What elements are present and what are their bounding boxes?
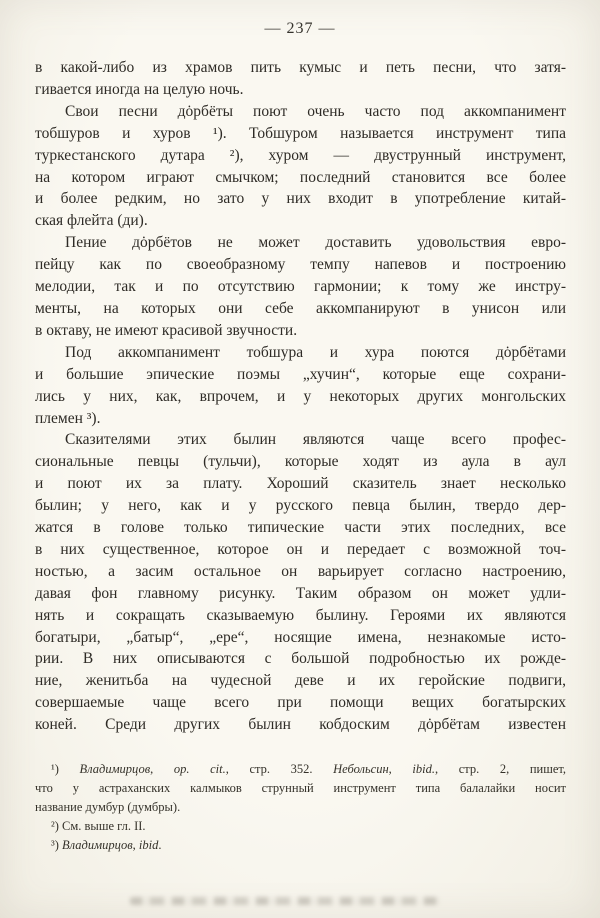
footnote-reference-name: Владимирцов xyxy=(62,838,133,852)
page-number: — 237 — xyxy=(264,20,336,37)
text-line: лись у них, как, впрочем, и у некоторых других монгольских xyxy=(35,387,566,405)
paragraph xyxy=(35,101,566,232)
footnote-text: ³) xyxy=(51,838,63,852)
footnote-text: , xyxy=(388,762,413,776)
footnote-text: , xyxy=(132,838,139,852)
text-line: рии. В них описываются с большой подробностью их рожде- xyxy=(35,650,566,668)
text-line: ностью, а засим остальное он варьирует согласно настроению, xyxy=(35,562,566,580)
footnote-reference-name: Небольсин xyxy=(333,762,389,776)
text-line: былин; у него, как и у русского певца былин, твердо дер- xyxy=(35,497,566,515)
text-line: в какой-либо из храмов пить кумыс и петь песни, что затя- xyxy=(35,59,566,76)
paragraph xyxy=(35,232,566,342)
text-line: в них существенное, которое он и передает с возможной точ- xyxy=(35,540,566,558)
footnote-text: что у астраханских калмыков струнный инструмент типа балалайки носит xyxy=(35,781,566,795)
footnote-reference-name: Владимирцов xyxy=(79,762,151,776)
text-line: тобшуров и хуров ¹). Тобшуром называется инструмент типа xyxy=(35,124,566,142)
footnote-reference-name: ibid xyxy=(138,838,159,852)
footnote-text: . xyxy=(158,838,162,852)
footnote-line xyxy=(35,836,566,855)
text-line: и более редким, но зато у них входит в употребление китай- xyxy=(35,190,566,208)
text-line: гивается иногда на целую ночь. xyxy=(35,80,244,98)
text-line: богатыри, „батыр“, „ере“, носящие имена, незнакомые исто- xyxy=(35,628,566,646)
footnote-reference-name: ibid. xyxy=(412,762,435,776)
footnote-line xyxy=(35,779,566,798)
footnote-line xyxy=(35,798,566,817)
text-line: Свои песни дȯрбёты поют очень часто под аккомпанимент xyxy=(65,102,566,120)
text-line: племен ³). xyxy=(35,409,101,427)
footnote-text: ²) См. выше гл. II. xyxy=(51,819,146,833)
text-line: Сказителями этих былин являются чаще всего профес- xyxy=(65,431,566,449)
footnote-text: , xyxy=(150,762,174,776)
text-line: на котором играют смычком; последний становится все более xyxy=(35,168,566,186)
text-line: мелодии, так и по отсутствию гармонии; к тому же инстру- xyxy=(35,278,566,296)
text-line: Под аккомпанимент тобшура и хура поются дȯрбётами xyxy=(65,343,566,361)
text-line: в октаву, не имеют красивой звучности. xyxy=(35,321,298,339)
paragraph xyxy=(35,57,566,101)
text-line: и поют их за плату. Хороший сказитель знает несколько xyxy=(35,475,566,493)
text-line: жатся в голове только типические части этих последних, все xyxy=(35,519,566,537)
text-line: менты, на которых они себе аккомпанируют в унисон или xyxy=(35,299,566,317)
footnote-text: , стр. 352. xyxy=(225,762,334,776)
text-line: коней. Среди других былин кобдоским дȯрбётам известен xyxy=(35,716,566,734)
footnote-line xyxy=(35,760,566,779)
footnotes xyxy=(35,760,566,855)
text-line: и большие эпические поэмы „хучин“, которые еще сохрани- xyxy=(35,365,566,383)
footnote-text: название думбур (думбры). xyxy=(35,800,181,814)
text-line: пейцу как по своеобразному темпу напевов и построению xyxy=(35,256,566,274)
body-text xyxy=(35,57,566,736)
text-line: ние, женитьба на чудесной деве и их геройские подвиги, xyxy=(35,672,566,690)
footnote-text: ¹) xyxy=(51,762,80,776)
text-line: давая фон главному рисунку. Таким образом он может удли- xyxy=(35,584,566,602)
footnote-text: , стр. 2, пишет, xyxy=(434,762,567,776)
show-through-artifact xyxy=(130,897,440,905)
footnote-reference-name: op. cit. xyxy=(173,762,226,776)
footnote-line xyxy=(35,817,566,836)
text-line: туркестанского дутара ²), хуром — двуструнный инструмент, xyxy=(35,146,566,164)
paragraph xyxy=(35,342,566,430)
text-line: ская флейта (ди). xyxy=(35,212,148,230)
paragraph xyxy=(35,429,566,736)
text-line: нять и сокращать сказываемую былину. Героями их являются xyxy=(35,606,566,624)
text-line: Пение дȯрбётов не может доставить удовольствия евро- xyxy=(65,234,566,252)
text-line: сиональные певцы (тульчи), которые ходят из аула в аул xyxy=(35,453,566,471)
text-line: совершаемые чаще всего при помощи вещих богатырских xyxy=(35,694,566,712)
